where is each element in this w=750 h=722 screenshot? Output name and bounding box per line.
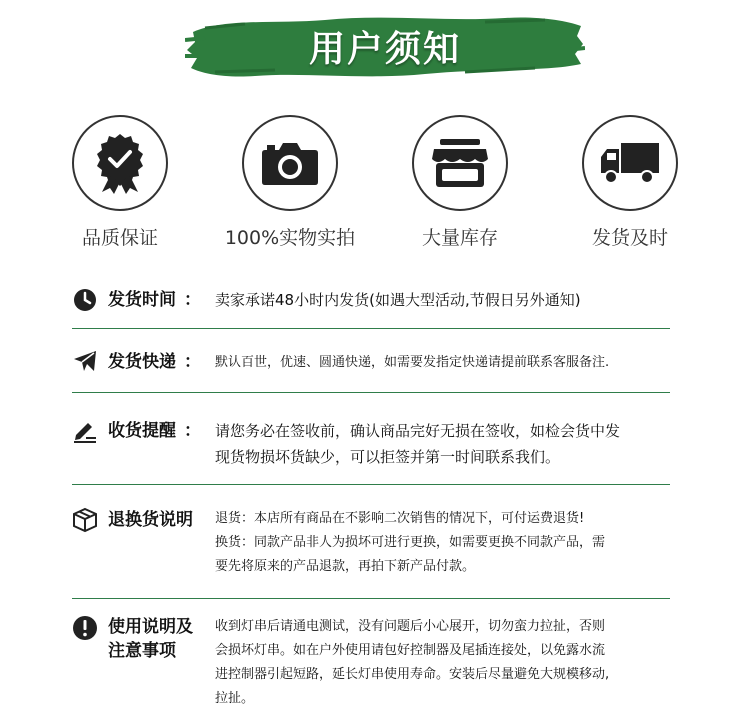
feature-fast-shipping xyxy=(555,115,705,255)
notice-title xyxy=(108,615,193,663)
divider xyxy=(72,392,670,393)
feature-icon-circle xyxy=(412,115,508,211)
header-banner xyxy=(185,10,585,82)
package-box-icon xyxy=(72,507,98,533)
exclamation-icon xyxy=(72,615,98,641)
feature-icon-circle xyxy=(582,115,678,211)
delivery-truck-icon xyxy=(599,141,661,185)
edit-pen-icon xyxy=(72,418,98,444)
notice-line: 请您务必在签收前，确认商品完好无损在签收，如检会货中发 xyxy=(215,422,621,440)
feature-label: 发货及时 xyxy=(591,227,668,249)
notice-line: 进控制器引起短路，延长灯串使用寿命。安装后尽量避免大规模移动, xyxy=(215,667,610,682)
storefront-icon xyxy=(430,137,490,189)
notice-title-line: 使用说明及 xyxy=(108,617,193,637)
notice-title: 发货快递 xyxy=(108,352,176,372)
feature-real-photos xyxy=(215,115,365,255)
notice-text-block xyxy=(215,418,685,470)
notice-line: 拉扯。 xyxy=(215,691,255,706)
notice-colon: ： xyxy=(184,421,201,441)
notice-title: 发货时间 xyxy=(108,290,176,310)
clock-icon xyxy=(72,287,98,313)
notice-title: 收货提醒 xyxy=(108,421,176,441)
feature-stock xyxy=(385,115,535,255)
notice-title-line: 注意事项 xyxy=(108,641,176,661)
divider xyxy=(72,328,670,329)
feature-label: 100%实物实拍 xyxy=(224,227,356,249)
notice-line: 退货：本店所有商品在不影响二次销售的情况下，可付运费退货! xyxy=(215,511,585,526)
notice-colon: ： xyxy=(184,352,201,372)
notice-line: 要先将原来的产品退款，再拍下新产品付款。 xyxy=(215,559,476,574)
camera-icon xyxy=(261,140,319,186)
feature-icon-circle xyxy=(242,115,338,211)
notice-text: 卖家承诺48小时内发货(如遇大型活动,节假日另外通知) xyxy=(215,291,581,309)
notice-line: 收到灯串后请通电测试，没有问题后小心展开，切勿蛮力拉扯，否则 xyxy=(215,619,606,634)
award-badge-icon xyxy=(92,132,148,194)
notice-text-block xyxy=(215,615,685,711)
divider xyxy=(72,484,670,485)
notice-title: 退换货说明 xyxy=(108,510,193,530)
notice-line: 换货：同款产品非人为损坏可进行更换，如需要更换不同款产品，需 xyxy=(215,535,606,550)
notice-text-block xyxy=(215,507,685,579)
feature-quality xyxy=(45,115,195,255)
airplane-icon xyxy=(72,349,98,375)
notice-text: 默认百世，优速、圆通快递，如需要发指定快递请提前联系客服备注. xyxy=(215,355,610,370)
feature-label: 品质保证 xyxy=(81,227,158,249)
divider xyxy=(72,598,670,599)
notice-colon: ： xyxy=(184,290,201,310)
notice-line: 现货物损坏货缺少，可以拒签并第一时间联系我们。 xyxy=(215,448,561,466)
feature-label: 大量库存 xyxy=(421,227,498,249)
page-title: 用户须知 xyxy=(308,28,461,70)
notice-line: 会损坏灯串。如在户外使用请包好控制器及尾插连接处，以免露水流 xyxy=(215,643,606,658)
feature-icon-circle xyxy=(72,115,168,211)
